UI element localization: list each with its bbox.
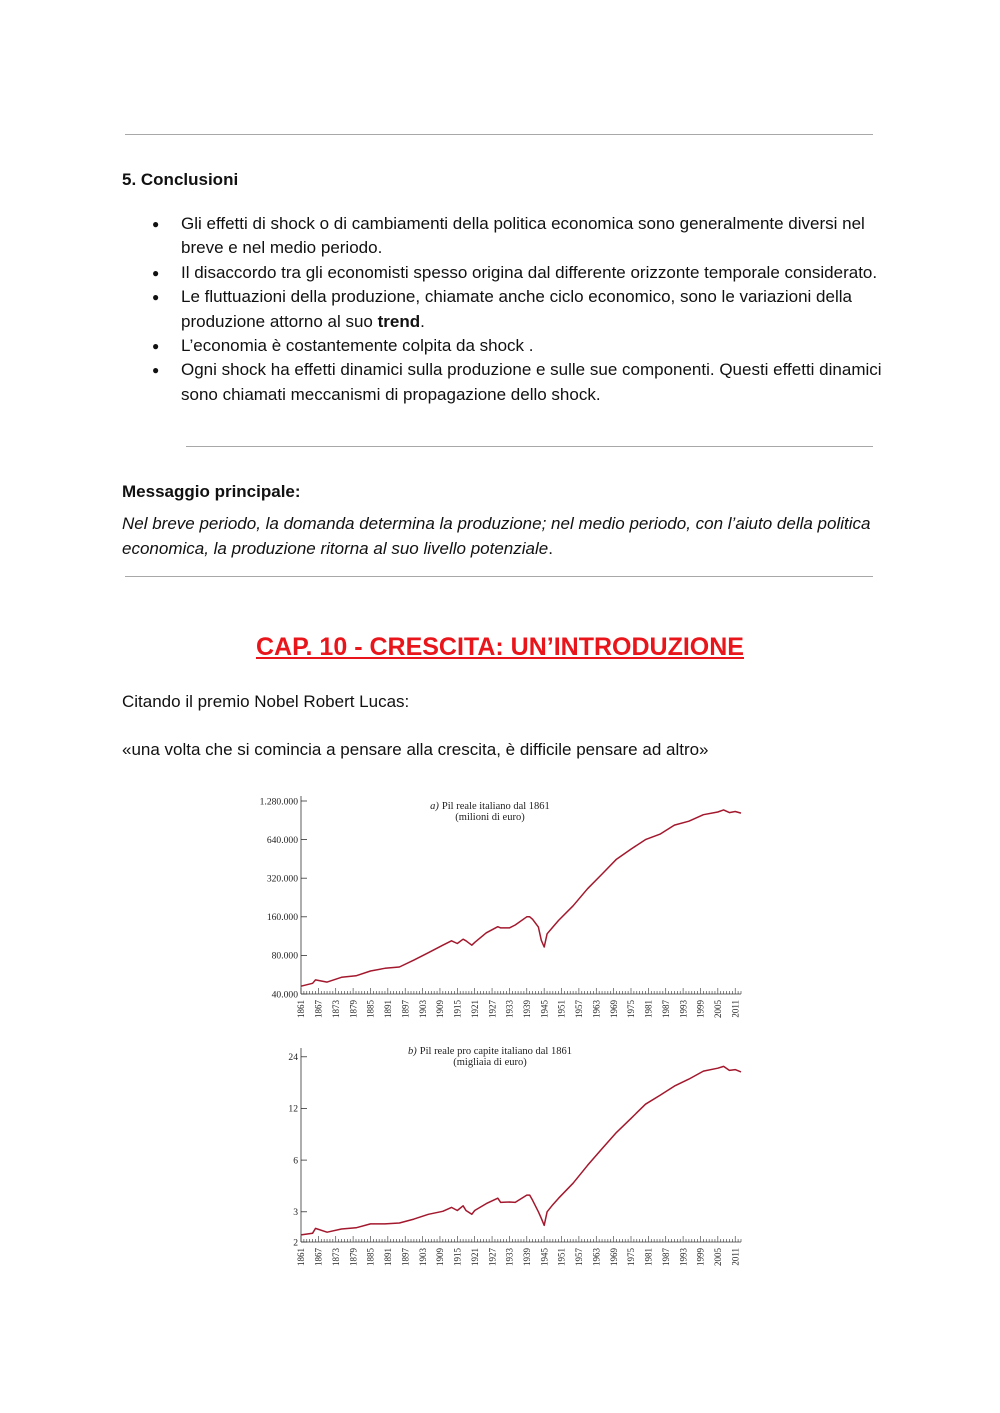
list-item: ● Ogni shock ha effetti dinamici sulla produzione e sulle sue componenti. Questi effetti dinamici sono chiamati meccanismi di propagazione dello shock. bbox=[152, 358, 882, 407]
y-tick-label: 80.000 bbox=[271, 950, 298, 962]
y-tick-label: 640.000 bbox=[266, 834, 298, 846]
x-tick-label: 1939 bbox=[521, 1000, 532, 1018]
message-heading: Messaggio principale: bbox=[122, 482, 301, 501]
x-tick-label: 2011 bbox=[730, 1248, 741, 1266]
top-divider bbox=[125, 134, 873, 135]
x-tick-label: 1867 bbox=[313, 1248, 324, 1266]
x-tick-label: 1987 bbox=[660, 1248, 671, 1266]
list-item: ● Le fluttuazioni della produzione, chiamate anche ciclo economico, sono le variazioni della produzione attorno al suo trend. bbox=[152, 285, 882, 334]
conclusions-list bbox=[152, 212, 882, 407]
x-tick-label: 1915 bbox=[452, 1000, 463, 1018]
x-tick-label: 1891 bbox=[383, 1000, 394, 1018]
chart-panel-b bbox=[288, 1046, 741, 1266]
x-tick-label: 1945 bbox=[539, 1000, 550, 1018]
x-tick-label: 1993 bbox=[678, 1248, 689, 1266]
chart-subtitle: (migliaia di euro) bbox=[453, 1057, 527, 1068]
x-tick-label: 1945 bbox=[539, 1248, 550, 1266]
x-tick-label: 1957 bbox=[574, 1000, 585, 1018]
x-tick-label: 1969 bbox=[608, 1000, 619, 1018]
x-tick-label: 1981 bbox=[643, 1000, 654, 1018]
list-item: ● Gli effetti di shock o di cambiamenti della politica economica sono generalmente diversi nel breve e nel medio periodo. bbox=[152, 212, 882, 261]
y-tick-label: 3 bbox=[293, 1207, 298, 1219]
x-tick-label: 1915 bbox=[452, 1248, 463, 1266]
x-tick-label: 1897 bbox=[400, 1248, 411, 1266]
x-tick-label: 1993 bbox=[678, 1000, 689, 1018]
x-tick-label: 1861 bbox=[296, 1248, 307, 1266]
x-tick-label: 1891 bbox=[383, 1248, 394, 1266]
series-line bbox=[301, 810, 741, 986]
x-tick-label: 1975 bbox=[626, 1248, 637, 1266]
x-tick-label: 1921 bbox=[469, 1000, 480, 1018]
x-tick-label: 1981 bbox=[643, 1248, 654, 1266]
gdp-charts bbox=[250, 790, 748, 1275]
y-tick-label: 2 bbox=[293, 1237, 298, 1249]
y-tick-label: 160.000 bbox=[266, 912, 298, 924]
y-tick-label: 320.000 bbox=[266, 873, 298, 885]
message-divider bbox=[125, 576, 873, 577]
x-tick-label: 1873 bbox=[330, 1000, 341, 1018]
x-tick-label: 2005 bbox=[713, 1248, 724, 1266]
x-tick-label: 1951 bbox=[556, 1000, 567, 1018]
x-tick-label: 1927 bbox=[487, 1248, 498, 1266]
x-tick-label: 1903 bbox=[417, 1000, 428, 1018]
x-tick-label: 1963 bbox=[591, 1248, 602, 1266]
x-tick-label: 1963 bbox=[591, 1000, 602, 1018]
x-tick-label: 1909 bbox=[435, 1248, 446, 1266]
chart-subtitle: (milioni di euro) bbox=[455, 812, 525, 823]
list-divider bbox=[186, 446, 873, 447]
x-tick-label: 1957 bbox=[574, 1248, 585, 1266]
list-item: ● Il disaccordo tra gli economisti spesso origina dal differente orizzonte temporale considerato. bbox=[152, 261, 882, 285]
x-tick-label: 1999 bbox=[695, 1000, 706, 1018]
x-tick-label: 1867 bbox=[313, 1000, 324, 1018]
x-tick-label: 1969 bbox=[608, 1248, 619, 1266]
x-tick-label: 1999 bbox=[695, 1248, 706, 1266]
x-tick-label: 1939 bbox=[521, 1248, 532, 1266]
x-tick-label: 1897 bbox=[400, 1000, 411, 1018]
quote-text: «una volta che si comincia a pensare alla crescita, è difficile pensare ad altro» bbox=[122, 740, 709, 759]
x-tick-label: 1951 bbox=[556, 1248, 567, 1266]
x-tick-label: 1933 bbox=[504, 1000, 515, 1018]
y-tick-label: 40.000 bbox=[271, 989, 298, 1001]
chart-title: b) Pil reale pro capite italiano dal 1861 bbox=[408, 1046, 572, 1057]
chapter-title: CAP. 10 - CRESCITA: UN’INTRODUZIONE bbox=[255, 633, 744, 661]
x-tick-label: 1921 bbox=[469, 1248, 480, 1266]
message-text: Nel breve periodo, la domanda determina la produzione; nel medio periodo, con l’aiuto della politica economica, la produzione ritorna al suo livello potenziale. bbox=[122, 514, 871, 558]
chart-panel-a bbox=[260, 796, 741, 1018]
x-tick-label: 2011 bbox=[730, 1000, 741, 1018]
bold-term: trend bbox=[377, 311, 421, 331]
intro-text: Citando il premio Nobel Robert Lucas: bbox=[122, 692, 410, 711]
list-item: ● L’economia è costantemente colpita da shock . bbox=[152, 334, 882, 358]
y-tick-label: 1.280.000 bbox=[259, 796, 298, 808]
x-tick-label: 1885 bbox=[365, 1000, 376, 1018]
x-tick-label: 1987 bbox=[660, 1000, 671, 1018]
x-tick-label: 1909 bbox=[435, 1000, 446, 1018]
gdp-figure bbox=[250, 790, 748, 1275]
x-tick-label: 1861 bbox=[296, 1000, 307, 1018]
y-tick-label: 6 bbox=[293, 1155, 298, 1167]
x-tick-label: 1975 bbox=[626, 1000, 637, 1018]
series-line bbox=[301, 1066, 741, 1235]
x-tick-label: 1927 bbox=[487, 1000, 498, 1018]
x-tick-label: 1879 bbox=[348, 1248, 359, 1266]
x-tick-label: 1879 bbox=[348, 1000, 359, 1018]
y-tick-label: 12 bbox=[288, 1103, 298, 1115]
x-tick-label: 2005 bbox=[713, 1000, 724, 1018]
x-tick-label: 1933 bbox=[504, 1248, 515, 1266]
y-tick-label: 24 bbox=[288, 1052, 298, 1064]
x-tick-label: 1903 bbox=[417, 1248, 428, 1266]
chart-title: a) Pil reale italiano dal 1861 bbox=[430, 801, 550, 812]
x-tick-label: 1885 bbox=[365, 1248, 376, 1266]
x-tick-label: 1873 bbox=[330, 1248, 341, 1266]
section-heading: 5. Conclusioni bbox=[122, 170, 239, 189]
